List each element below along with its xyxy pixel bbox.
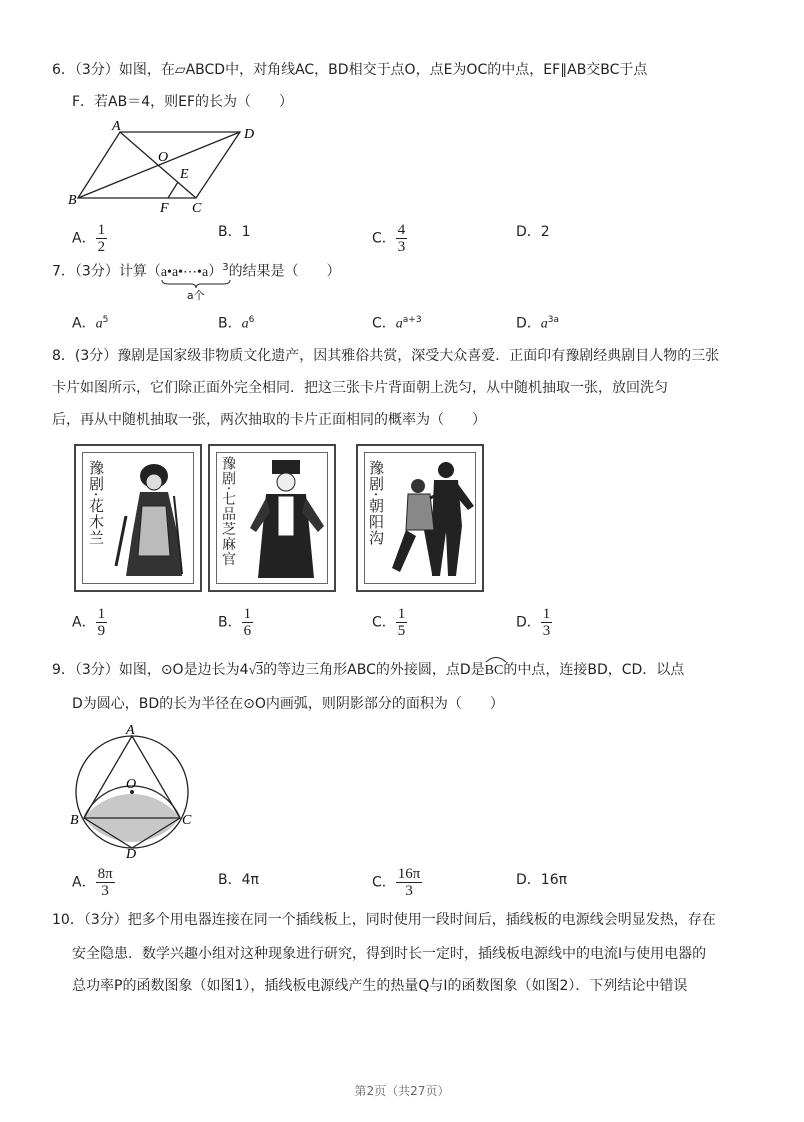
q7-option-d[interactable]: D．$a^{3a}$ (516, 315, 560, 332)
card-chaoyang-gou (356, 444, 484, 592)
label-d: D (244, 127, 255, 142)
opera-figure-illustration (112, 456, 194, 582)
label-a: A (126, 723, 135, 738)
q8-option-b[interactable]: B． $\frac{1}{6}$ (218, 606, 252, 639)
card-chaoyang-title: 豫剧·朝阳沟 (367, 460, 385, 546)
q9-line1: 9．（3分）如图，⊙O是边长为4√3的等边三角形ABC的外接圆，点D是BC 的中点，连接BD，CD．以点 (52, 660, 684, 681)
q10-line1: 10．（3分）把多个用电器连接在同一个插线板上，同时使用一段时间后，插线板的电源线会明显发热，存在 (52, 912, 716, 928)
opera-figures-illustration (388, 456, 478, 582)
label-b: B (68, 193, 77, 208)
arc-bc: BC (484, 663, 504, 678)
card-hua-mulan (74, 444, 202, 592)
q6-parallelogram-figure (66, 118, 266, 218)
segment-ef (168, 182, 178, 198)
q6-option-a[interactable]: A． $\frac{1}{2}$ (72, 222, 106, 255)
q8-line1: 8．(3分）豫剧是国家级非物质文化遗产，因其雅俗共赏，深受大众喜爱．正面印有豫剧经典剧目人物的三张 (52, 348, 720, 364)
opera-figure-illustration (244, 456, 330, 582)
label-e: E (180, 167, 189, 182)
q7-option-b[interactable]: B．$a^6$ (218, 315, 255, 332)
q6-line2: F．若AB＝4，则EF的长为（ ） (72, 94, 294, 110)
q8-option-a[interactable]: A． $\frac{1}{9}$ (72, 606, 106, 639)
q10-line2: 安全隐患．数学兴趣小组对这种现象进行研究，得到时长一定时，插线板电源线中的电流I与使用电器的 (72, 946, 707, 962)
q9-line2: D为圆心，BD的长为半径在⊙O内画弧，则阴影部分的面积为（ ） (72, 696, 504, 712)
label-o: O (158, 150, 169, 165)
q8-option-d[interactable]: D． $\frac{1}{3}$ (516, 606, 551, 639)
label-b: B (70, 813, 79, 828)
brace-label: a个 (186, 288, 205, 302)
card-qipin-title: 豫剧·七品芝麻官 (220, 456, 236, 567)
q7-product-expression: a•a•⋯•a (160, 264, 209, 280)
q9-option-c[interactable]: C． $\frac{16\pi}{3}$ (372, 866, 421, 899)
card-qipin-zhima-guan (208, 444, 336, 592)
label-c: C (182, 813, 192, 828)
label-a: A (112, 119, 121, 134)
q6-option-d[interactable]: D．2 (516, 224, 550, 240)
q6-option-c[interactable]: C． $\frac{4}{3}$ (372, 222, 406, 255)
q10-line3: 总功率P的函数图象（如图1），插线板电源线产生的热量Q与I的函数图象（如图2）．下列结论中错误 (72, 978, 688, 994)
q9-option-b[interactable]: B．4π (218, 872, 259, 888)
q9-circle-figure (66, 718, 206, 860)
q7-option-c[interactable]: C．$a^{a+3}$ (372, 315, 422, 332)
card-hua-mulan-title: 豫剧·花木兰 (87, 460, 105, 546)
q6-option-b[interactable]: B．1 (218, 224, 251, 240)
q9-option-d[interactable]: D．16π (516, 872, 568, 888)
q8-option-c[interactable]: C． $\frac{1}{5}$ (372, 606, 406, 639)
q8-line2: 卡片如图所示，它们除正面外完全相同．把这三张卡片背面朝上洗匀，从中随机抽取一张，放回洗匀 (52, 380, 668, 396)
q9-option-a[interactable]: A． $\frac{8\pi}{3}$ (72, 866, 113, 899)
q7-line: 7．（3分）计算（a•a•⋯•a a个 ）$^3$的结果是（ ） (52, 258, 341, 283)
label-o: O (126, 777, 137, 792)
label-f: F (160, 201, 169, 216)
diagonal-bd (78, 132, 240, 198)
q7-option-a[interactable]: A．$a^5$ (72, 315, 109, 332)
arc-symbol (485, 655, 507, 663)
page-footer: 第2页（共27页） (354, 1084, 450, 1098)
label-c: C (192, 201, 202, 216)
q6-line1: 6．（3分）如图，在▱ABCD中，对角线AC，BD相交于点O，点E为OC的中点，EF∥AB交BC于点 (52, 62, 648, 78)
radicand: 3 (256, 663, 264, 678)
label-d: D (126, 847, 137, 860)
q8-line3: 后，再从中随机抽取一张，两次抽取的卡片正面相同的概率为（ ） (52, 412, 486, 428)
